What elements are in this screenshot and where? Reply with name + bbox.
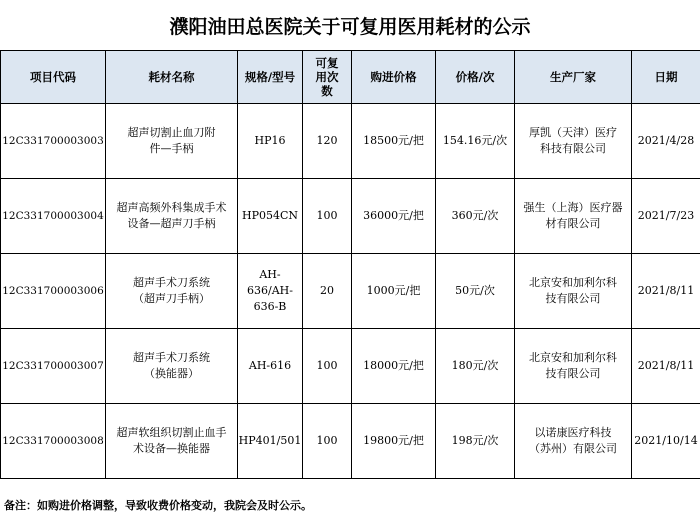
- header-price-per-use: 价格/次: [436, 51, 515, 104]
- cell-purchase-price: 18000元/把: [352, 329, 436, 404]
- cell-name: 超声切割止血刀附件—手柄: [106, 104, 238, 179]
- table-row: [1, 179, 700, 254]
- header-name: 耗材名称: [106, 51, 238, 104]
- cell-price-per-use: 180元/次: [436, 329, 515, 404]
- table-row: [1, 104, 700, 179]
- cell-code: 12C331700003003: [1, 104, 106, 179]
- cell-name: 超声手术刀系统（换能器）: [106, 329, 238, 404]
- cell-price-per-use: 50元/次: [436, 254, 515, 329]
- header-code: 项目代码: [1, 51, 106, 104]
- cell-manufacturer: 强生（上海）医疗器材有限公司: [515, 179, 632, 254]
- cell-date: 2021/7/23: [632, 179, 700, 254]
- cell-date: 2021/8/11: [632, 329, 700, 404]
- cell-reuse: 100: [303, 404, 352, 479]
- header-date: 日期: [632, 51, 700, 104]
- cell-name: 超声手术刀系统（超声刀手柄）: [106, 254, 238, 329]
- cell-purchase-price: 19800元/把: [352, 404, 436, 479]
- header-reuse: 可复用次数: [303, 51, 352, 104]
- cell-purchase-price: 1000元/把: [352, 254, 436, 329]
- cell-reuse: 20: [303, 254, 352, 329]
- cell-date: 2021/4/28: [632, 104, 700, 179]
- cell-reuse: 100: [303, 329, 352, 404]
- cell-price-per-use: 154.16元/次: [436, 104, 515, 179]
- page-title: 濮阳油田总医院关于可复用医用耗材的公示: [169, 15, 531, 38]
- cell-purchase-price: 36000元/把: [352, 179, 436, 254]
- table-row: [1, 404, 700, 479]
- cell-code: 12C331700003006: [1, 254, 106, 329]
- cell-price-per-use: 360元/次: [436, 179, 515, 254]
- cell-purchase-price: 18500元/把: [352, 104, 436, 179]
- consumables-table: [0, 50, 700, 479]
- header-purchase-price: 购进价格: [352, 51, 436, 104]
- table-header-row: [1, 51, 700, 104]
- header-spec: 规格/型号: [238, 51, 303, 104]
- cell-code: 12C331700003008: [1, 404, 106, 479]
- cell-spec: AH-636/AH-636-B: [238, 254, 303, 329]
- cell-price-per-use: 198元/次: [436, 404, 515, 479]
- cell-manufacturer: 北京安和加利尔科技有限公司: [515, 329, 632, 404]
- table-row: [1, 329, 700, 404]
- cell-name: 超声高频外科集成手术设备—超声刀手柄: [106, 179, 238, 254]
- cell-spec: HP16: [238, 104, 303, 179]
- cell-manufacturer: 以诺康医疗科技（苏州）有限公司: [515, 404, 632, 479]
- cell-spec: HP054CN: [238, 179, 303, 254]
- footnote: 备注：如购进价格调整，导致收费价格变动，我院会及时公示。: [4, 499, 312, 512]
- cell-code: 12C331700003007: [1, 329, 106, 404]
- cell-manufacturer: 厚凯（天津）医疗科技有限公司: [515, 104, 632, 179]
- cell-code: 12C331700003004: [1, 179, 106, 254]
- cell-name: 超声软组织切割止血手术设备—换能器: [106, 404, 238, 479]
- cell-spec: HP401/501: [238, 404, 303, 479]
- cell-reuse: 120: [303, 104, 352, 179]
- header-manufacturer: 生产厂家: [515, 51, 632, 104]
- table-row: [1, 254, 700, 329]
- cell-spec: AH-616: [238, 329, 303, 404]
- cell-date: 2021/8/11: [632, 254, 700, 329]
- cell-date: 2021/10/14: [632, 404, 700, 479]
- cell-reuse: 100: [303, 179, 352, 254]
- cell-manufacturer: 北京安和加利尔科技有限公司: [515, 254, 632, 329]
